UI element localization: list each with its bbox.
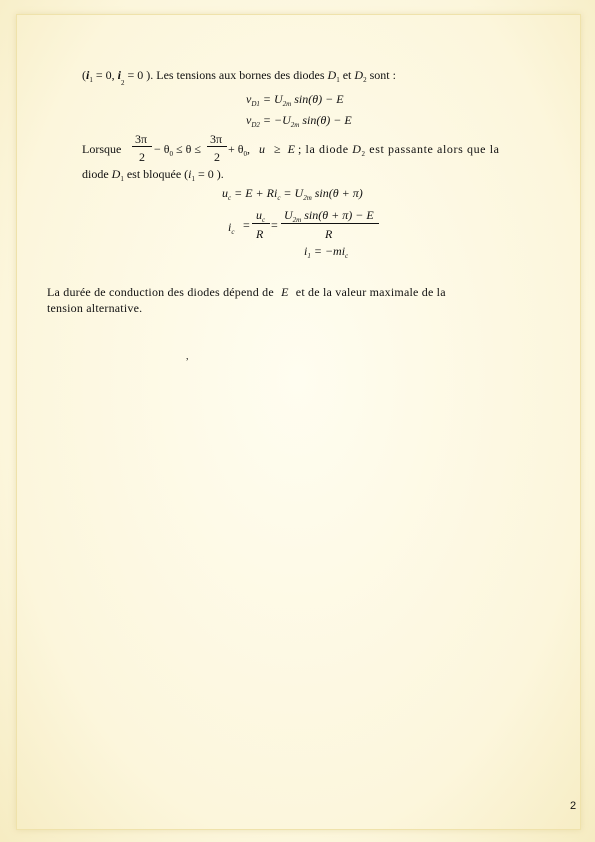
ic-frac2-numerator: $U_{2m}$ sin(θ + π) − E [284, 208, 374, 224]
equation-i1: $i_1 = -mi_c$ [304, 244, 349, 260]
frac2-numerator: 3π [210, 132, 223, 146]
page-frame [16, 14, 581, 830]
frac1-denominator: 2 [139, 150, 145, 164]
conclusion-paragraph-line2: tension alternative. [47, 301, 143, 315]
ic-frac1-denominator: R [256, 227, 264, 241]
frac1-numerator: 3π [135, 132, 148, 146]
ic-frac2-denominator: R [325, 227, 333, 241]
ic-frac2-bar [281, 223, 379, 224]
ic-frac1-numerator: $u_c$ [256, 208, 266, 224]
page-number: 2 [570, 800, 577, 812]
frac1-bar [132, 146, 152, 147]
conclusion-paragraph-line1: La durée de conduction des diodes dépend de E et de la valeur maximale de la [47, 285, 446, 299]
equation-uc: $u_c = E + Ri_c = U_{2m}$ sin(θ + π) [222, 186, 363, 202]
diode-d1-line: diode $D_1$ est bloquée ($i_1 = 0$ ). [82, 167, 224, 183]
intro-line: ($i_1 = 0$, $i_2 = 0$ ). Les tensions aux bornes des diodes $D_1$ et $D_2$ sont : [82, 68, 396, 87]
lorsque-word: Lorsque [82, 142, 122, 156]
frac2-denominator: 2 [214, 150, 220, 164]
stray-mark: , [186, 351, 189, 362]
inequality-right: + $\theta_0$, u ≥ E [228, 142, 295, 158]
ic-equals-2: = [271, 218, 278, 232]
ic-equals-1: = [243, 218, 250, 232]
equation-vd2: $v_{D2} = -U_{2m}$ sin(θ) − E [246, 113, 352, 129]
inequality-left: − $\theta_0 \le \theta$ ≤ [154, 142, 201, 158]
frac2-bar [207, 146, 227, 147]
ic-frac1-bar [252, 223, 270, 224]
lorsque-tail: ; la diode $D_2$ est passante alors que la [298, 142, 500, 158]
ic-lhs: $i_c$ [228, 220, 235, 236]
equation-vd1: $v_{D1} = U_{2m}$ sin(θ) − E [246, 92, 344, 108]
